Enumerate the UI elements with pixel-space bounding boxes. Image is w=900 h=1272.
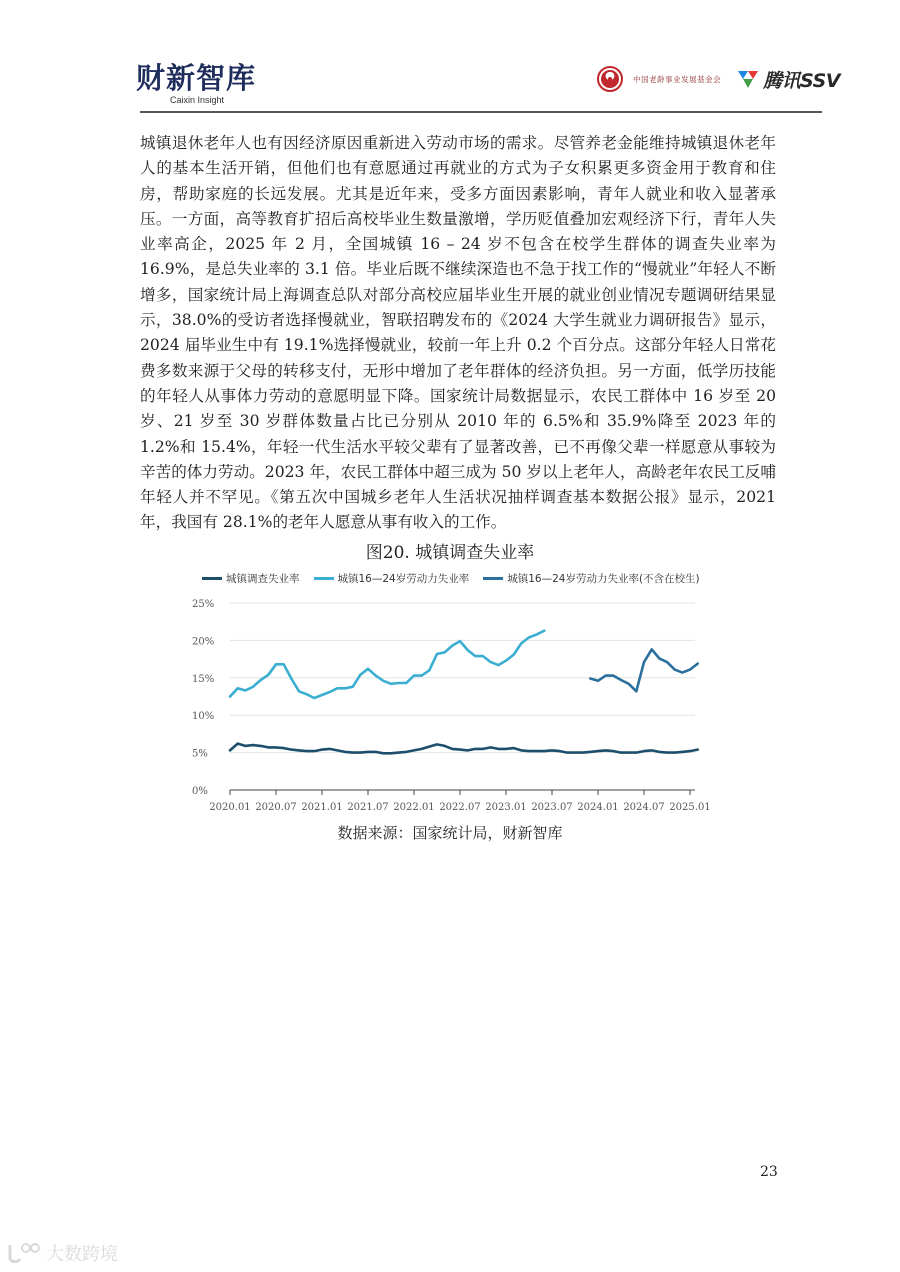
y-tick-label: 25%	[192, 599, 215, 610]
x-tick-label: 2023.01	[485, 802, 527, 813]
legend-swatch	[202, 577, 222, 580]
x-tick-label: 2025.01	[669, 802, 711, 813]
header-divider	[140, 111, 822, 113]
x-tick-label: 2022.01	[393, 802, 435, 813]
partner-logos	[597, 64, 840, 94]
y-tick-label: 20%	[192, 636, 215, 648]
x-tick-label: 2021.01	[301, 802, 343, 813]
caixin-insight-logo	[136, 62, 276, 106]
legend-label: 城镇16—24岁劳动力失业率(不含在校生)	[507, 573, 700, 585]
x-tick-label: 2024.01	[577, 802, 619, 813]
foundation-emblem-icon	[597, 66, 623, 92]
x-tick-label: 2020.07	[255, 802, 297, 813]
foundation-name: 中国老龄事业发展基金会	[633, 74, 722, 84]
brand-name-cn: 财新智库	[136, 61, 257, 95]
series-line	[590, 649, 697, 691]
legend-label: 城镇调查失业率	[226, 573, 300, 585]
brand-name-en: Caixin Insight	[170, 95, 225, 105]
y-tick-label: 15%	[192, 673, 215, 685]
body-text	[140, 131, 776, 536]
figure-title: 图20. 城镇调查失业率	[365, 543, 535, 563]
y-tick-label: 0%	[192, 786, 208, 797]
tencent-ssv-logo	[737, 66, 840, 93]
page-number: 23	[760, 1164, 778, 1180]
watermark	[6, 1240, 118, 1266]
legend-item-youth-excl-students	[483, 571, 699, 586]
watermark-text: 大数跨境	[46, 1244, 118, 1265]
legend-label: 城镇16—24岁劳动力失业率	[337, 573, 470, 585]
x-tick-label: 2021.07	[347, 802, 389, 813]
legend-swatch	[483, 577, 503, 580]
unemployment-line-chart	[190, 590, 720, 820]
legend-item-overall	[202, 571, 300, 586]
x-tick-label: 2024.07	[623, 802, 665, 813]
y-tick-label: 5%	[192, 748, 208, 760]
watermark-logo-icon	[6, 1241, 42, 1265]
figure-source: 数据来源：国家统计局，财新智库	[337, 824, 563, 842]
x-tick-label: 2023.07	[531, 802, 573, 813]
body-paragraph: 城镇退休老年人也有因经济原因重新进入劳动市场的需求。尽管养老金能维持城镇退休老年人的基本生活开销，但他们也有意愿通过再就业的方式为子女积累更多资金用于教育和住房，帮助家庭的长远发展。尤其是近年来，受多方面因素影响，青年人就业和收入显著承压。一方面，高等教育扩招后高校毕业生数量激增，学历贬值叠加宏观经济下行，青年人失业率高企，2025 年 2 月，全国城镇 16 – 24 岁不包含在校学生群体的调查失业率为 16.9%，是总失业率的 3.1 倍。毕业后既不继续深造也不急于找工作的“慢就业”年轻人不断增多，国家统计局上海调查总队对部分高校应届毕业生开展的就业创业情况专题调研结果显示，38.0%的受访者选择慢就业，智联招聘发布的《2024 大学生就业力调研报告》显示，2024 届毕业生中有 19.1%选择慢就业，较前一年上升 0.2 个百分点。这部分年轻人日常花费多数来源于父母的转移支付，无形中增加了老年群体的经济负担。另一方面，低学历技能的年轻人从事体力劳动的意愿明显下降。国家统计局数据显示，农民工群体中 16 岁至 20 岁、21 岁至 30 岁群体数量占比已分别从 2010 年的 6.5%和 35.9%降至 2023 年的 1.2%和 15.4%，年轻一代生活水平较父辈有了显著改善，已不再像父辈一样愿意从事较为辛苦的体力劳动。2023 年，农民工群体中超三成为 50 岁以上老年人，高龄老年农民工反哺年轻人并不罕见。《第五次中国城乡老年人生活状况抽样调查基本数据公报》显示，2021 年，我国有 28.1%的老年人愿意从事有收入的工作。	[140, 134, 776, 532]
x-tick-label: 2022.07	[439, 802, 481, 813]
page-header	[130, 60, 840, 112]
series-line	[230, 744, 698, 754]
tencent-ssv-mark-icon	[737, 68, 759, 90]
legend-swatch	[314, 577, 334, 580]
x-tick-label: 2020.01	[209, 802, 251, 813]
partner-name: 腾讯SSV	[763, 69, 840, 92]
legend-item-youth	[314, 571, 470, 586]
y-tick-label: 10%	[192, 711, 215, 723]
chart-legend	[202, 571, 700, 586]
